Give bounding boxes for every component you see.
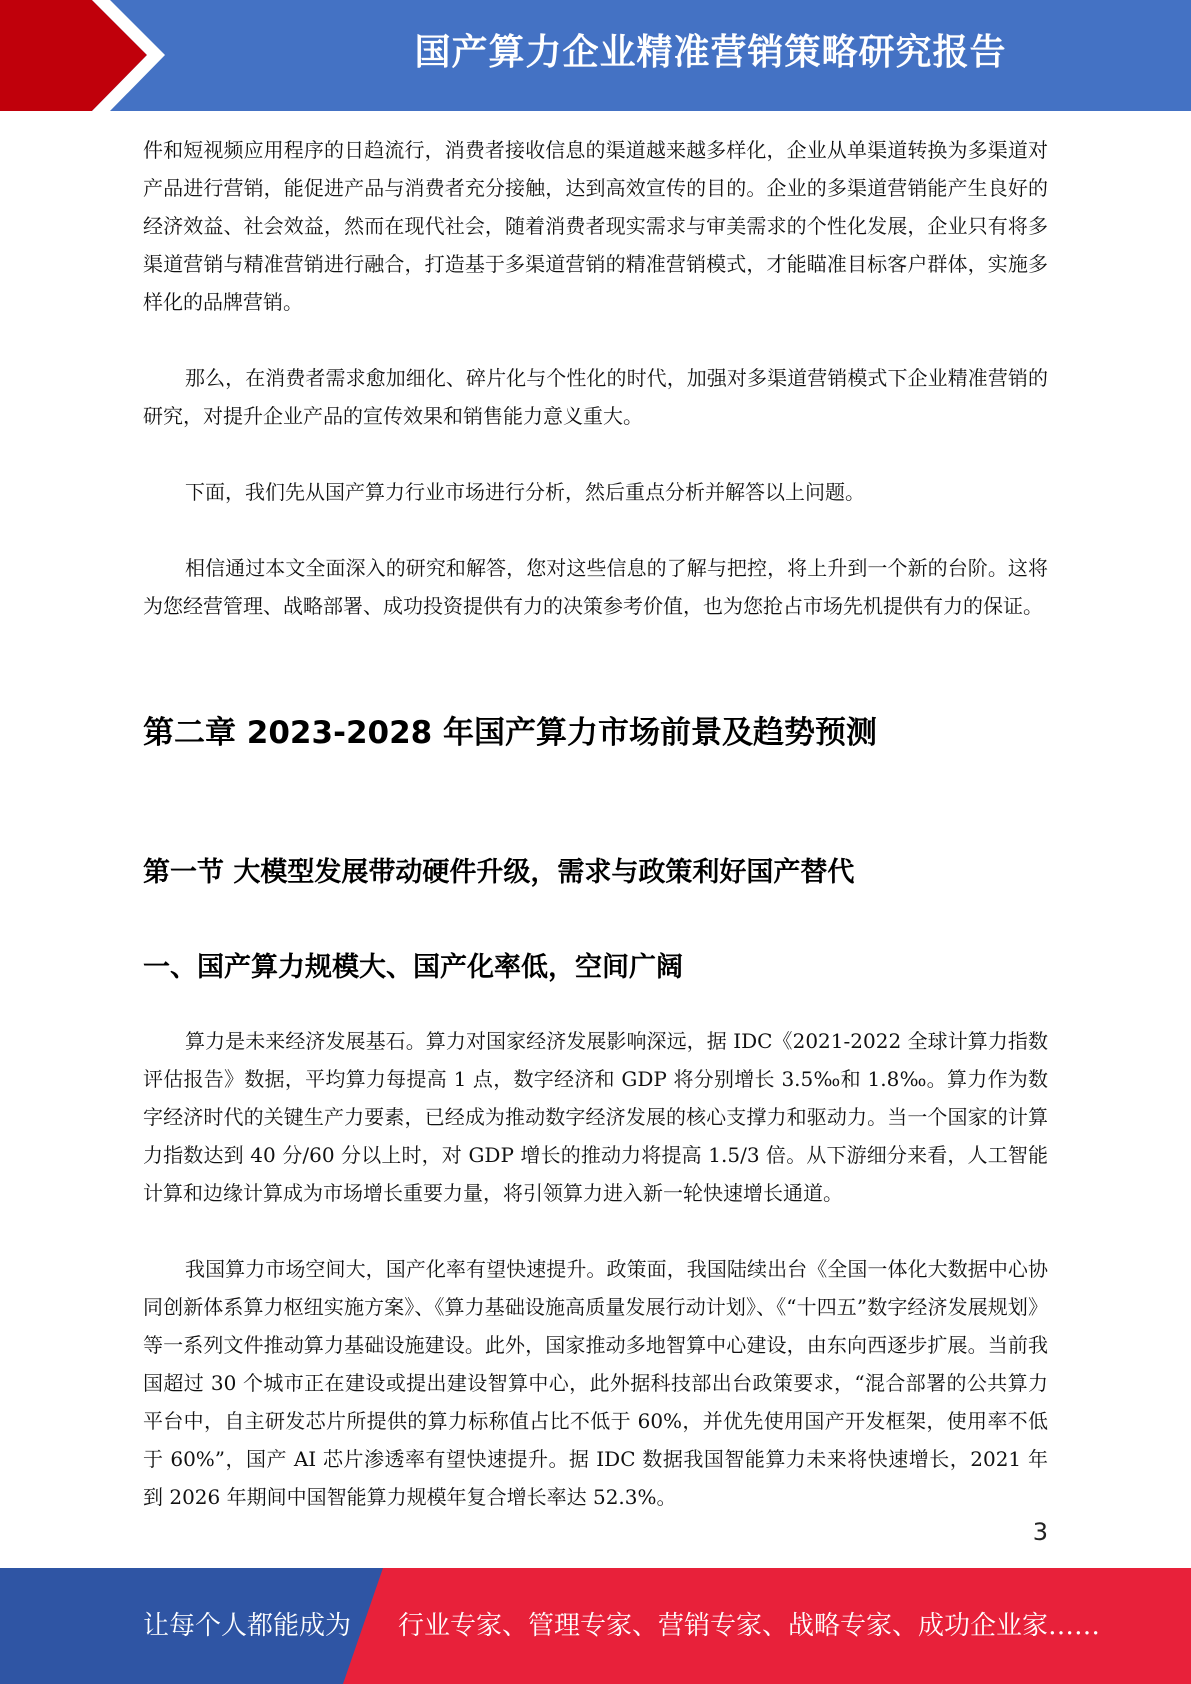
paragraph: 算力是未来经济发展基石。算力对国家经济发展影响深远，据 IDC《2021-2022 全球计算力指数评估报告》数据，平均算力每提高 1 点，数字经济和 GDP 将分别增长 3.5‰和 1.8‰。算力作为数字经济时代的关键生产力要素，已经成为推动数字经济发展的核心支撑力和驱动力。当一个国家的计算力指数达到 40 分/60 分以上时，对 GDP 增长的推动力将提高 1.5/3 倍。从下游细分来看，人工智能计算和边缘计算成为市场增长重要力量，将引领算力进入新一轮快速增长通道。	[143, 1029, 1048, 1205]
paragraph: 件和短视频应用程序的日趋流行，消费者接收信息的渠道越来越多样化，企业从单渠道转换为多渠道对产品进行营销，能促进产品与消费者充分接触，达到高效宣传的目的。企业的多渠道营销能产生良好的经济效益、社会效益，然而在现代社会，随着消费者现实需求与审美需求的个性化发展，企业只有将多渠道营销与精准营销进行融合，打造基于多渠道营销的精准营销模式，才能瞄准目标客户群体，实施多样化的品牌营销。	[143, 138, 1048, 314]
footer-slogan-left: 让每个人都能成为	[143, 1611, 352, 1641]
section-heading: 第一节 大模型发展带动硬件升级，需求与政策利好国产替代	[143, 857, 855, 888]
paragraph: 下面，我们先从国产算力行业市场进行分析，然后重点分析并解答以上问题。	[185, 480, 865, 504]
chapter-heading: 第二章 2023-2028 年国产算力市场前景及趋势预测	[143, 715, 878, 751]
document-title: 国产算力企业精准营销策略研究报告	[414, 32, 1007, 73]
page-footer	[0, 1568, 1191, 1684]
paragraph: 相信通过本文全面深入的研究和解答，您对这些信息的了解与把控，将上升到一个新的台阶。这将为您经营管理、战略部署、成功投资提供有力的决策参考价值，也为您抢占市场先机提供有力的保证。	[143, 556, 1048, 618]
paragraph: 那么，在消费者需求愈加细化、碎片化与个性化的时代，加强对多渠道营销模式下企业精准营销的研究，对提升企业产品的宣传效果和销售能力意义重大。	[143, 366, 1048, 428]
footer-slogan-right: 行业专家、管理专家、营销专家、战略专家、成功企业家……	[398, 1611, 1101, 1641]
body-bottom	[143, 1022, 1048, 1516]
page-header	[0, 0, 1191, 111]
paragraph: 我国算力市场空间大，国产化率有望快速提升。政策面，我国陆续出台《全国一体化大数据中心协同创新体系算力枢纽实施方案》、《算力基础设施高质量发展行动计划》、《“十四五”数字经济发展规划》等一系列文件推动算力基础设施建设。此外，国家推动多地智算中心建设，由东向西逐步扩展。当前我国超过 30 个城市正在建设或提出建设智算中心，此外据科技部出台政策要求，“混合部署的公共算力平台中，自主研发芯片所提供的算力标称值占比不低于 60%，并优先使用国产开发框架，使用率不低于 60%”，国产 AI 芯片渗透率有望快速提升。据 IDC 数据我国智能算力未来将快速增长，2021 年到 2026 年期间中国智能算力规模年复合增长率达 52.3%。	[143, 1257, 1048, 1509]
page-number: 3	[1032, 1518, 1048, 1546]
body-top	[143, 131, 1048, 625]
subsection-heading: 一、国产算力规模大、国产化率低，空间广阔	[143, 952, 683, 983]
